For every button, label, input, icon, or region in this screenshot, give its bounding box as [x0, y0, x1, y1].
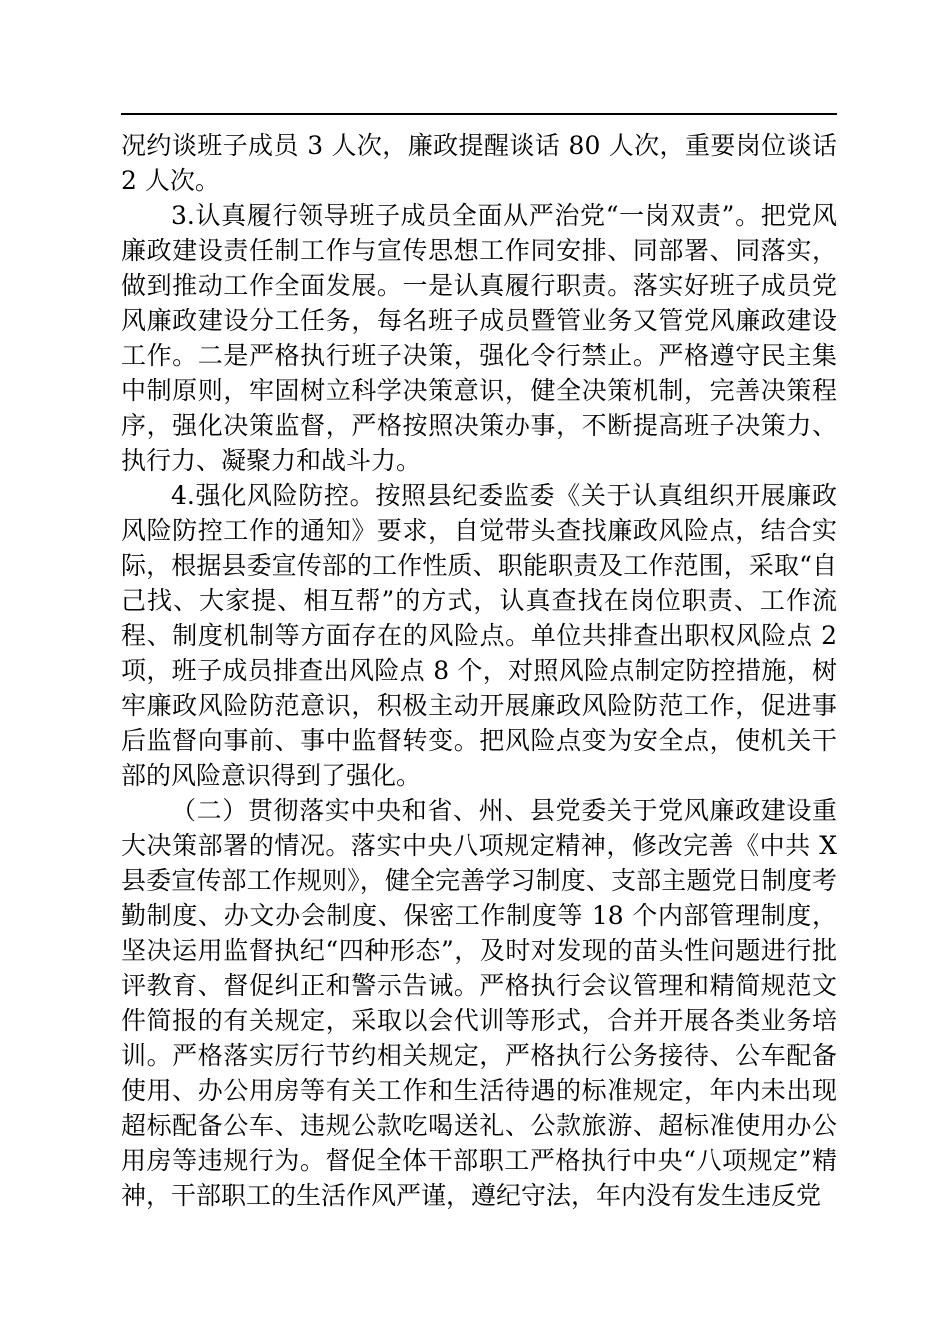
paragraph-continuation: 况约谈班子成员 3 人次，廉政提醒谈话 80 人次，重要岗位谈话 2 人次。 [121, 131, 837, 195]
paragraph-item-4: 4.强化风险防控。按照县纪委监委《关于认真组织开展廉政风险防控工作的通知》要求，自觉带头查找廉政风险点，结合实际，根据县委宣传部的工作性质、职能职责及工作范围，采取“自己找、大家提、相互帮”的方式，认真查找在岗位职责、工作流程、制度机制等方面存在的风险点。单位共排查出职权风险点 2 项，班子成员排查出风险点 8 个，对照风险点制定防控措施，树牢廉政风险防范意识，积极主动开展廉政风险防范工作，促进事后监督向事前、事中监督转变。把风险点变为安全点，使机关干部的风险意识得到了强化。 [121, 481, 837, 790]
document-body [121, 128, 837, 1213]
paragraph-item-3: 3.认真履行领导班子成员全面从严治党“一岗双责”。把党风廉政建设责任制工作与宣传思想工作同安排、同部署、同落实，做到推动工作全面发展。一是认真履行职责。落实好班子成员党风廉政建设分工任务，每名班子成员暨管业务又管党风廉政建设工作。二是严格执行班子决策，强化令行禁止。严格遵守民主集中制原则，牢固树立科学决策意识，健全决策机制，完善决策程序，强化决策监督，严格按照决策办事，不断提高班子决策力、执行力、凝聚力和战斗力。 [121, 201, 837, 475]
paragraph-section-2: （二）贯彻落实中央和省、州、县党委关于党风廉政建设重大决策部署的情况。落实中央八项规定精神，修改完善《中共 X 县委宣传部工作规则》，健全完善学习制度、支部主题党日制度考勤制度、办文办会制度、保密工作制度等 18 个内部管理制度，坚决运用监督执纪“四种形态”，及时对发现的苗头性问题进行批评教育、督促纠正和警示告诫。严格执行会议管理和精简规范文件简报的有关规定，采取以会代训等形式，合并开展各类业务培训。严格落实厉行节约相关规定，严格执行公务接待、公车配备使用、办公用房等有关工作和生活待遇的标准规定，年内未出现超标配备公车、违规公款吃喝送礼、公款旅游、超标准使用办公用房等违规行为。督促全体干部职工严格执行中央“八项规定”精神，干部职工的生活作风严谨，遵纪守法，年内没有发生违反党 [121, 796, 837, 1210]
header-rule [121, 113, 837, 115]
